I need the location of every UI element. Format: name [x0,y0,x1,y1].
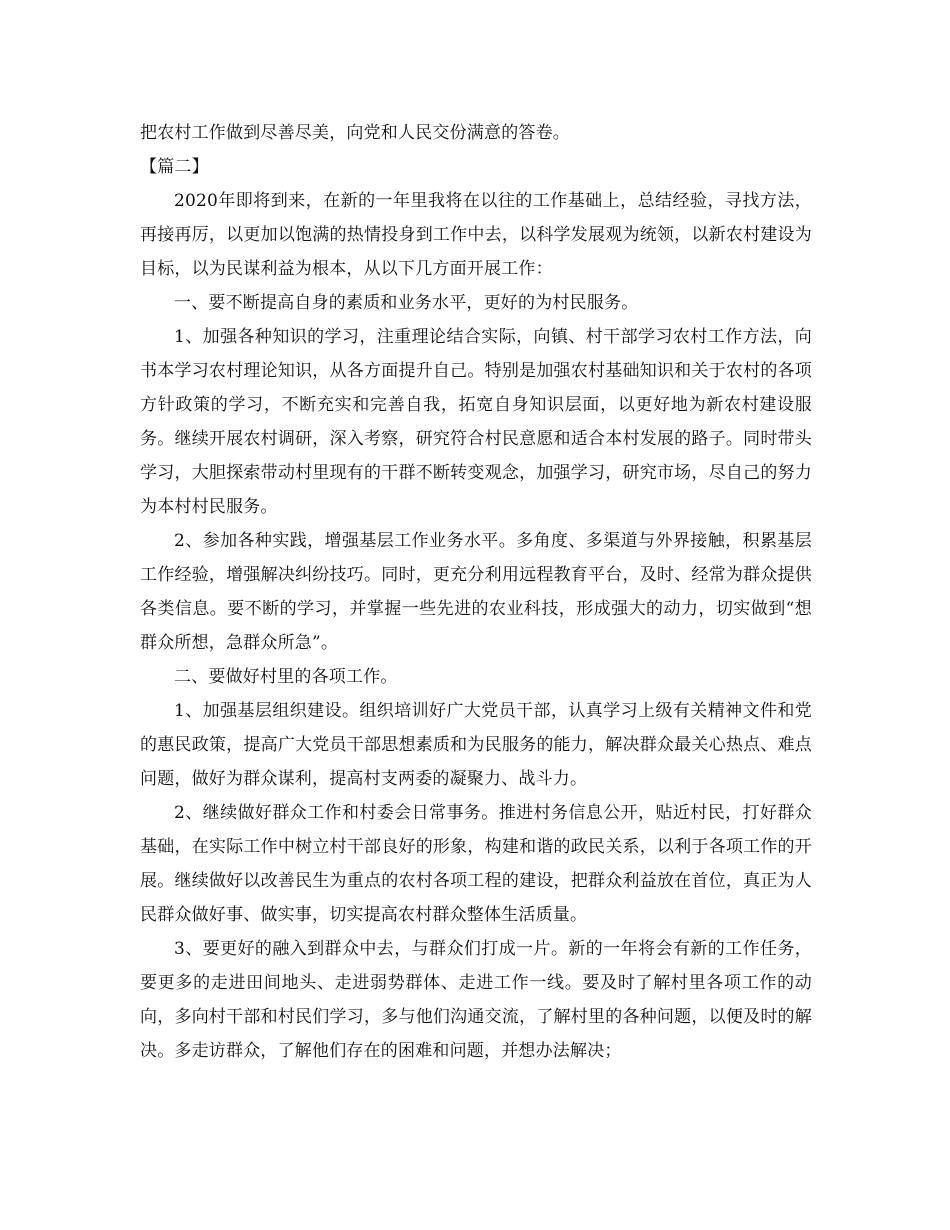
heading-two-paragraph: 二、要做好村里的各项工作。 [174,667,398,687]
item-2-1-paragraph: 1、加强基层组织建设。组织培训好广大党员干部，认真学习上级有关精神文件和党的惠民政策，提高广大党员干部思想素质和为民服务的能力，解决群众最关心热点、难点问题，做好为群众谋利，提高村支两委的凝聚力、战斗力。 [140,701,812,789]
document-body [140,116,812,1068]
item-1-2-paragraph: 2、参加各种实践，增强基层工作业务水平。多角度、多渠道与外界接触，积累基层工作经验，增强解决纠纷技巧。同时，更充分利用远程教育平台，及时、经常为群众提供各类信息。要不断的学习，并掌握一些先进的农业科技，形成强大的动力，切实做到“想群众所想，急群众所急”。 [140,531,812,653]
item-1-1-paragraph: 1、加强各种知识的学习，注重理论结合实际，向镇、村干部学习农村工作方法，向书本学习农村理论知识，从各方面提升自己。特别是加强农村基础知识和关于农村的各项方针政策的学习，不断充实和完善自我，拓宽自身知识层面，以更好地为新农村建设服务。继续开展农村调研，深入考察，研究符合村民意愿和适合本村发展的路子。同时带头学习，大胆探索带动村里现有的干群不断转变观念，加强学习，研究市场，尽自己的努力为本村村民服务。 [140,327,812,517]
intro-paragraph: 2020年即将到来，在新的一年里我将在以往的工作基础上，总结经验，寻找方法，再接再厉，以更加以饱满的热情投身到工作中去，以科学发展观为统领，以新农村建设为目标，以为民谋利益为根本，从以下几方面开展工作： [140,191,812,279]
item-2-2-paragraph: 2、继续做好群众工作和村委会日常事务。推进村务信息公开，贴近村民，打好群众基础，在实际工作中树立村干部良好的形象，构建和谐的政民关系，以利于各项工作的开展。继续做好以改善民生为重点的农村各项工程的建设，把群众利益放在首位，真正为人民群众做好事、做实事，切实提高农村群众整体生活质量。 [140,803,812,925]
heading-one-paragraph: 一、要不断提高自身的素质和业务水平，更好的为村民服务。 [174,293,639,313]
section-heading: 【篇二】 [140,157,209,177]
item-2-3-paragraph: 3、要更好的融入到群众中去，与群众们打成一片。新的一年将会有新的工作任务，要更多的走进田间地头、走进弱势群体、走进工作一线。要及时了解村里各项工作的动向，多向村干部和村民们学习，多与他们沟通交流，了解村里的各种问题，以便及时的解决。多走访群众，了解他们存在的困难和问题，并想办法解决； [140,939,812,1061]
continuation-paragraph: 把农村工作做到尽善尽美，向党和人民交份满意的答卷。 [140,123,570,143]
